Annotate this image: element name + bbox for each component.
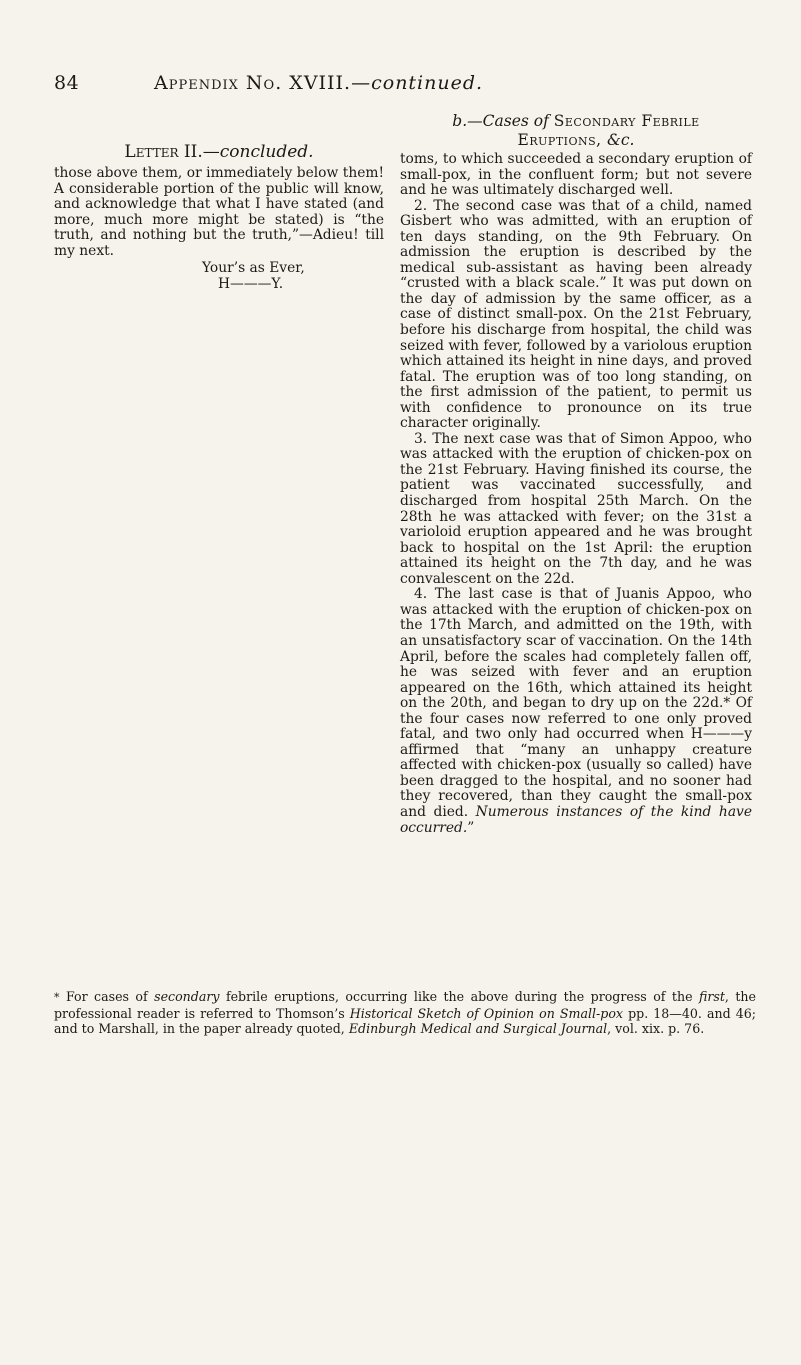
footnote-text-4: first bbox=[698, 989, 725, 1004]
letter-signature: H———Y. bbox=[218, 275, 284, 292]
case-3-paragraph: 3. The next case was that of Simon Appoo, who was attacked with the eruption of chicken-pox on the 21st February. Having finished its course, the patient was vaccinated successfully, and discharged from hospital 25th March. On the 28th he was attacked with fever; on the 31st a varioloid eruption appeared and he was brought back to hospital on the 1st April: the eruption attained its height on the 7th day, and he was convalescent on the 22d. bbox=[400, 430, 752, 587]
section-heading-part1: b.—Cases of bbox=[452, 112, 554, 130]
section-heading-part2: Secondary Febrile bbox=[553, 112, 700, 130]
footnote-reference: * bbox=[723, 695, 731, 712]
running-head bbox=[54, 72, 754, 102]
letter-heading-italic: concluded. bbox=[219, 142, 314, 162]
header-title bbox=[154, 72, 483, 94]
right-column bbox=[400, 112, 752, 836]
letter-paragraph: those above them, or immediately below them! A considerable portion of the public will know, and acknowledge that what I have stated (and more, much more might be stated) is “the truth, and nothing but the truth,”—Adieu! till my next. bbox=[54, 165, 384, 259]
footnote-text-6: Historical Sketch of Opinion on Small-pox bbox=[349, 1005, 624, 1021]
section-heading-part3: Eruptions, bbox=[517, 131, 608, 149]
header-continued: —continued. bbox=[351, 72, 484, 94]
footnote-marker: * bbox=[54, 991, 60, 1004]
footnote-text-9: , vol. xix. p. 76. bbox=[607, 1021, 705, 1036]
footnote-text-5: , the professional reader is referred to Thomson’s bbox=[54, 989, 756, 1021]
case-4-quote-italic: Numerous instances of the kind have occurred. bbox=[400, 803, 753, 836]
case-4-quote-end: ” bbox=[467, 819, 475, 836]
letter-heading-main: Letter II.— bbox=[124, 142, 220, 162]
case-4-paragraph bbox=[400, 587, 752, 836]
case-intro-paragraph: toms, to which succeeded a secondary eruption of small-pox, in the confluent form; but not severe and he was ultimately discharged well. bbox=[400, 151, 752, 199]
footnote-text-7: pp. 18—40. and 46; and to Marshall, in the paper already quoted, bbox=[54, 1005, 756, 1036]
page-number: 84 bbox=[54, 72, 80, 94]
letter-signoff: Your’s as Ever, bbox=[202, 260, 305, 277]
section-heading-part4: &c. bbox=[607, 131, 635, 149]
footnote-text-2: secondary bbox=[154, 989, 220, 1004]
footnote-text-8: Edinburgh Medical and Surgical Journal bbox=[348, 1021, 608, 1036]
case-4-main: 4. The last case is that of Juanis Appoo, who was attacked with the eruption of chicken-pox on the 17th March, and admitted on the 19th, with an unsatisfactory scar of vaccination. On the 14th April, before the scales had completely fallen off, he was seized with fever and an eruption appeared on the 16th, which attained its height on the 20th, and began to dry up on the 22d. bbox=[400, 586, 752, 712]
footnote bbox=[54, 989, 756, 1037]
footnote-text-1: For cases of bbox=[59, 989, 155, 1004]
case-2-paragraph: 2. The second case was that of a child, named Gisbert who was admitted, with an eruption of ten days standing, on the 9th February. On admission the eruption is described by the medical sub-assistant as having been already “crusted with a black scale.” It was put down on the day of admission by the same officer, as a case of distinct small-pox. On the 21st February, before his discharge from hospital, the child was seized with fever, followed by a variolous eruption which attained its height in nine days, and proved fatal. The eruption was of too long standing, on the first admission of the patient, to permit us with confidence to pronounce on its true character originally. bbox=[400, 197, 752, 432]
header-appendix: Appendix No. XVIII. bbox=[154, 72, 352, 94]
letter-heading bbox=[54, 142, 384, 162]
section-heading bbox=[400, 112, 752, 150]
footnote-text-3: febrile eruptions, occurring like the above during the progress of the bbox=[219, 989, 699, 1004]
case-4-tail: Of the four cases now referred to one only proved fatal, and two only had occurred when H———y affirmed that “many an unhappy creature affected with chicken-pox (usually so called) have been dragged to the hospital, and no sooner had they recovered, than they caught the small-pox and died. bbox=[400, 695, 752, 820]
left-column bbox=[54, 142, 384, 291]
